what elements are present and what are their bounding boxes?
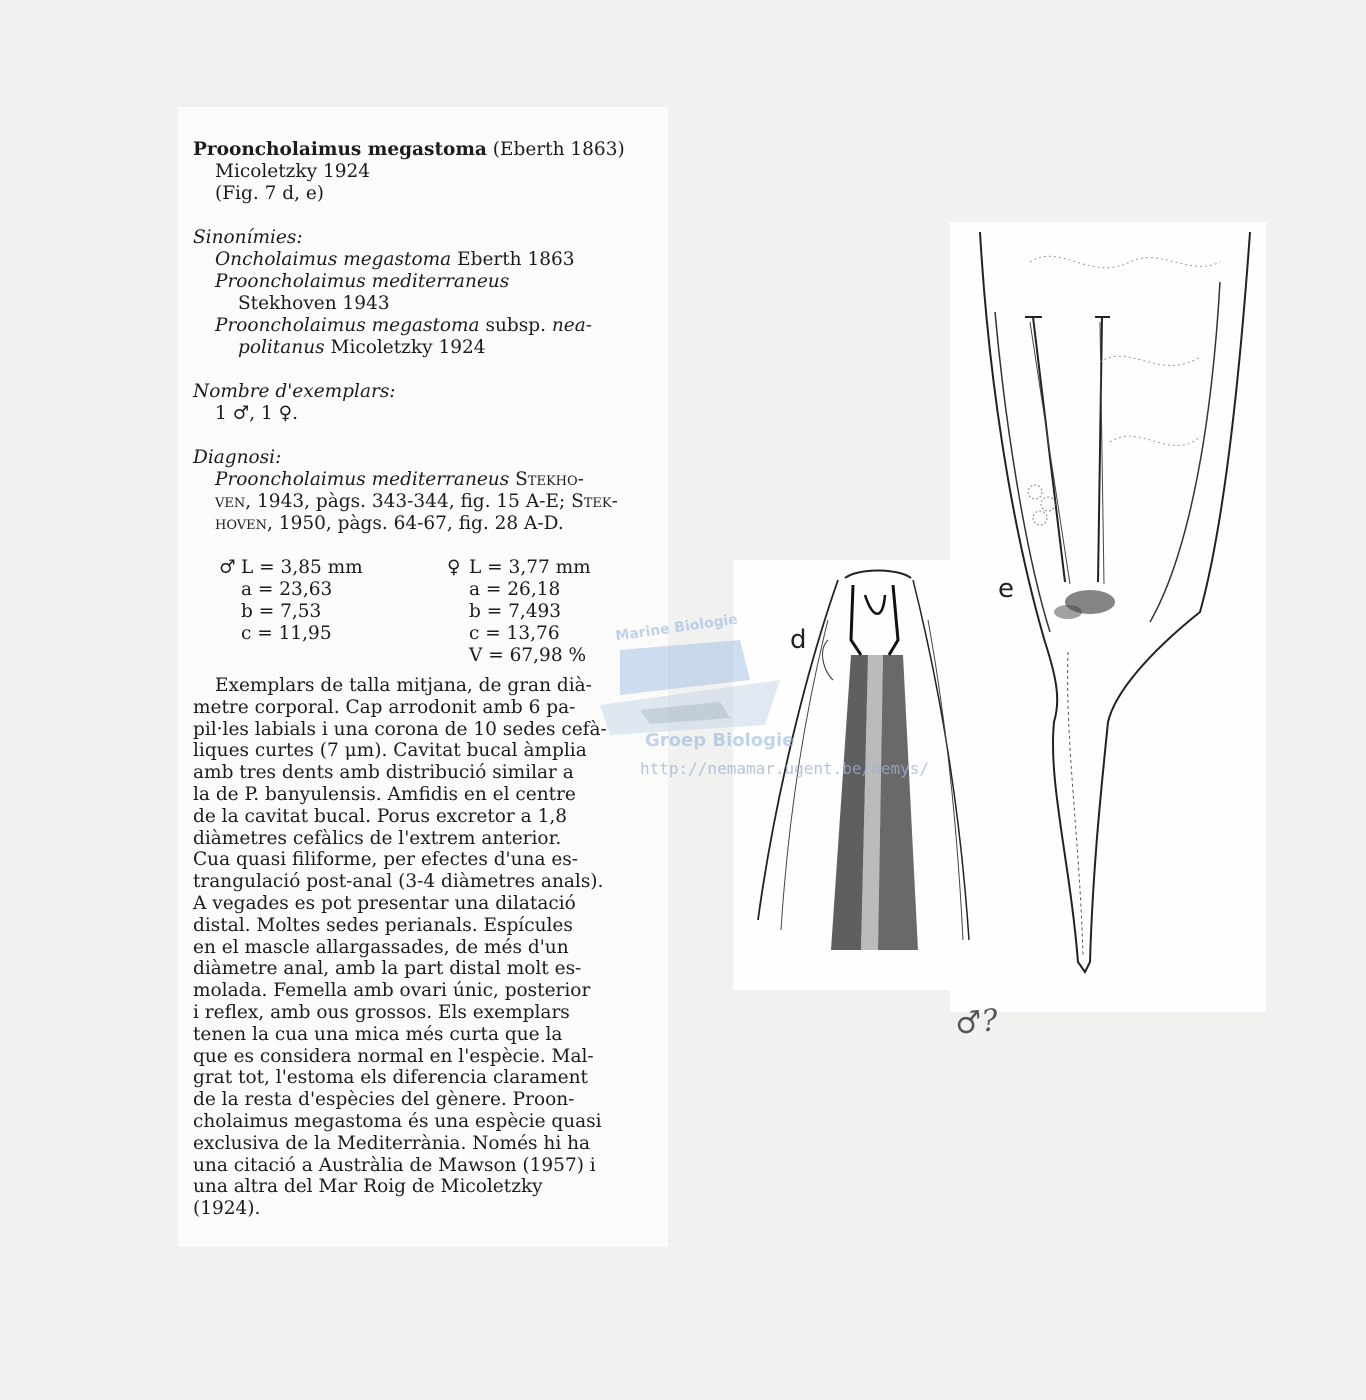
description-line: amb tres dents amb distribució similar a xyxy=(193,762,574,784)
synonym-3-subspecies-part2: politanus xyxy=(238,337,325,358)
synonym-3-subsp: subsp. xyxy=(485,315,546,336)
diagnosis-heading: Diagnosi: xyxy=(193,447,282,468)
male-row: a = 23,63 xyxy=(241,579,333,600)
female-row: a = 26,18 xyxy=(469,579,561,600)
species-description-text xyxy=(193,139,638,1220)
description-line: Exemplars de talla mitjana, de gran dià- xyxy=(215,675,592,696)
description-line: de la cavitat bucal. Porus excretor a 1,8 xyxy=(193,805,567,827)
synonym-3-authority: Micoletzky 1924 xyxy=(330,337,486,358)
female-row: L = 3,77 mm xyxy=(469,557,591,578)
synonym-3-subspecies-part1: nea- xyxy=(551,315,592,336)
synonym-3 xyxy=(193,315,638,337)
diagnosis-line-2-author2: Stek- xyxy=(571,491,618,512)
synonym-1-name: Oncholaimus megastoma xyxy=(215,249,452,270)
description-line: trangulació post-anal (3-4 diàmetres anals). xyxy=(193,871,604,893)
measurements-table xyxy=(193,557,638,667)
species-title-line xyxy=(193,139,638,161)
synonym-2-authority: Stekhoven 1943 xyxy=(238,293,390,314)
description-line: grat tot, l'estoma els diferencia clarament xyxy=(193,1067,588,1089)
diagnosis-line-2 xyxy=(193,491,638,513)
diagnosis-line-3 xyxy=(193,513,638,535)
female-row: c = 13,76 xyxy=(469,623,560,644)
diagnosis-line-3-author: hoven xyxy=(215,513,268,534)
synonyms-heading: Sinonímies: xyxy=(193,227,303,248)
synonym-3-name: Prooncholaimus megastoma xyxy=(215,315,480,336)
description-line: diàmetres cefàlics de l'extrem anterior. xyxy=(193,827,562,849)
description-line: exclusiva de la Mediterrània. Només hi ha xyxy=(193,1132,591,1154)
diagnosis-author: Stekho- xyxy=(515,469,584,490)
species-authority: (Eberth 1863) xyxy=(492,139,625,160)
diagnosis-line-2-ref: , 1943, pàgs. 343-344, fig. 15 A-E; xyxy=(245,491,566,512)
description-line: liques curtes (7 μm). Cavitat bucal àmplia xyxy=(193,740,587,762)
diagnosis-line-2-author: ven xyxy=(215,491,246,512)
synonym-3-line2 xyxy=(193,337,638,359)
description-line: A vegades es pot presentar una dilatació xyxy=(193,892,576,914)
description-line: la de P. banyulensis. Amfidis en el centre xyxy=(193,783,576,805)
description-line: cholaimus megastoma és una espècie quasi xyxy=(193,1110,602,1132)
synonym-2-name: Prooncholaimus mediterraneus xyxy=(215,271,510,292)
description-line: distal. Moltes sedes perianals. Espícules xyxy=(193,914,573,936)
description-paragraph xyxy=(193,675,638,1220)
male-row: c = 11,95 xyxy=(241,623,332,644)
description-line: molada. Femella amb ovari únic, posterior xyxy=(193,980,591,1002)
watermark-logo xyxy=(580,610,830,770)
figure-panel-e xyxy=(950,222,1266,1012)
description-line: metre corporal. Cap arrodonit amb 6 pa- xyxy=(193,696,576,718)
description-line: pil·les labials i una corona de 10 sedes cefà- xyxy=(193,718,607,740)
male-row: L = 3,85 mm xyxy=(241,557,363,578)
diagnosis-line-3-ref: , 1950, pàgs. 64-67, fig. 28 A-D. xyxy=(267,513,564,534)
female-symbol: ♀ xyxy=(447,557,461,578)
synonym-1 xyxy=(193,249,638,271)
watermark-line1: Marine Biologie xyxy=(614,611,739,645)
description-line: una altra del Mar Roig de Micoletzky xyxy=(193,1176,543,1198)
handwritten-annotation: ♂? xyxy=(953,1002,1000,1043)
synonym-1-authority: Eberth 1863 xyxy=(457,249,575,270)
female-row: V = 67,98 % xyxy=(469,645,587,666)
specimens-count: 1 ♂, 1 ♀. xyxy=(215,403,299,424)
male-row: b = 7,53 xyxy=(241,601,322,622)
diagnosis-line-1 xyxy=(193,469,638,491)
species-authority-line2: Micoletzky 1924 xyxy=(215,161,371,182)
description-line: (1924). xyxy=(193,1198,261,1220)
figure-label-d: d xyxy=(790,625,807,655)
species-name: Prooncholaimus megastoma xyxy=(193,139,487,160)
description-line: i reflex, amb ous grossos. Els exemplars xyxy=(193,1001,570,1023)
description-line: de la resta d'espècies del gènere. Proon- xyxy=(193,1089,575,1111)
figure-label-e: e xyxy=(998,574,1014,604)
specimens-heading: Nombre d'exemplars: xyxy=(193,381,396,402)
description-line: tenen la cua una mica més curta que la xyxy=(193,1023,563,1045)
description-line: en el mascle allargassades, de més d'un xyxy=(193,936,569,958)
male-measurements xyxy=(193,557,447,667)
female-row: b = 7,493 xyxy=(469,601,562,622)
description-line: diàmetre anal, amb la part distal molt es- xyxy=(193,958,582,980)
description-line: que es considera normal en l'espècie. Mal- xyxy=(193,1045,594,1067)
description-line: Cua quasi filiforme, per efectes d'una es- xyxy=(193,849,579,871)
watermark-url: http://nemamar.ugent.be/nemys/ xyxy=(640,759,929,778)
male-symbol: ♂ xyxy=(219,557,236,578)
figure-reference: (Fig. 7 d, e) xyxy=(215,183,324,204)
watermark-line2: Groep Biologie xyxy=(645,730,795,751)
diagnosis-species: Prooncholaimus mediterraneus xyxy=(215,469,510,490)
description-line: una citació a Austràlia de Mawson (1957) i xyxy=(193,1154,596,1176)
